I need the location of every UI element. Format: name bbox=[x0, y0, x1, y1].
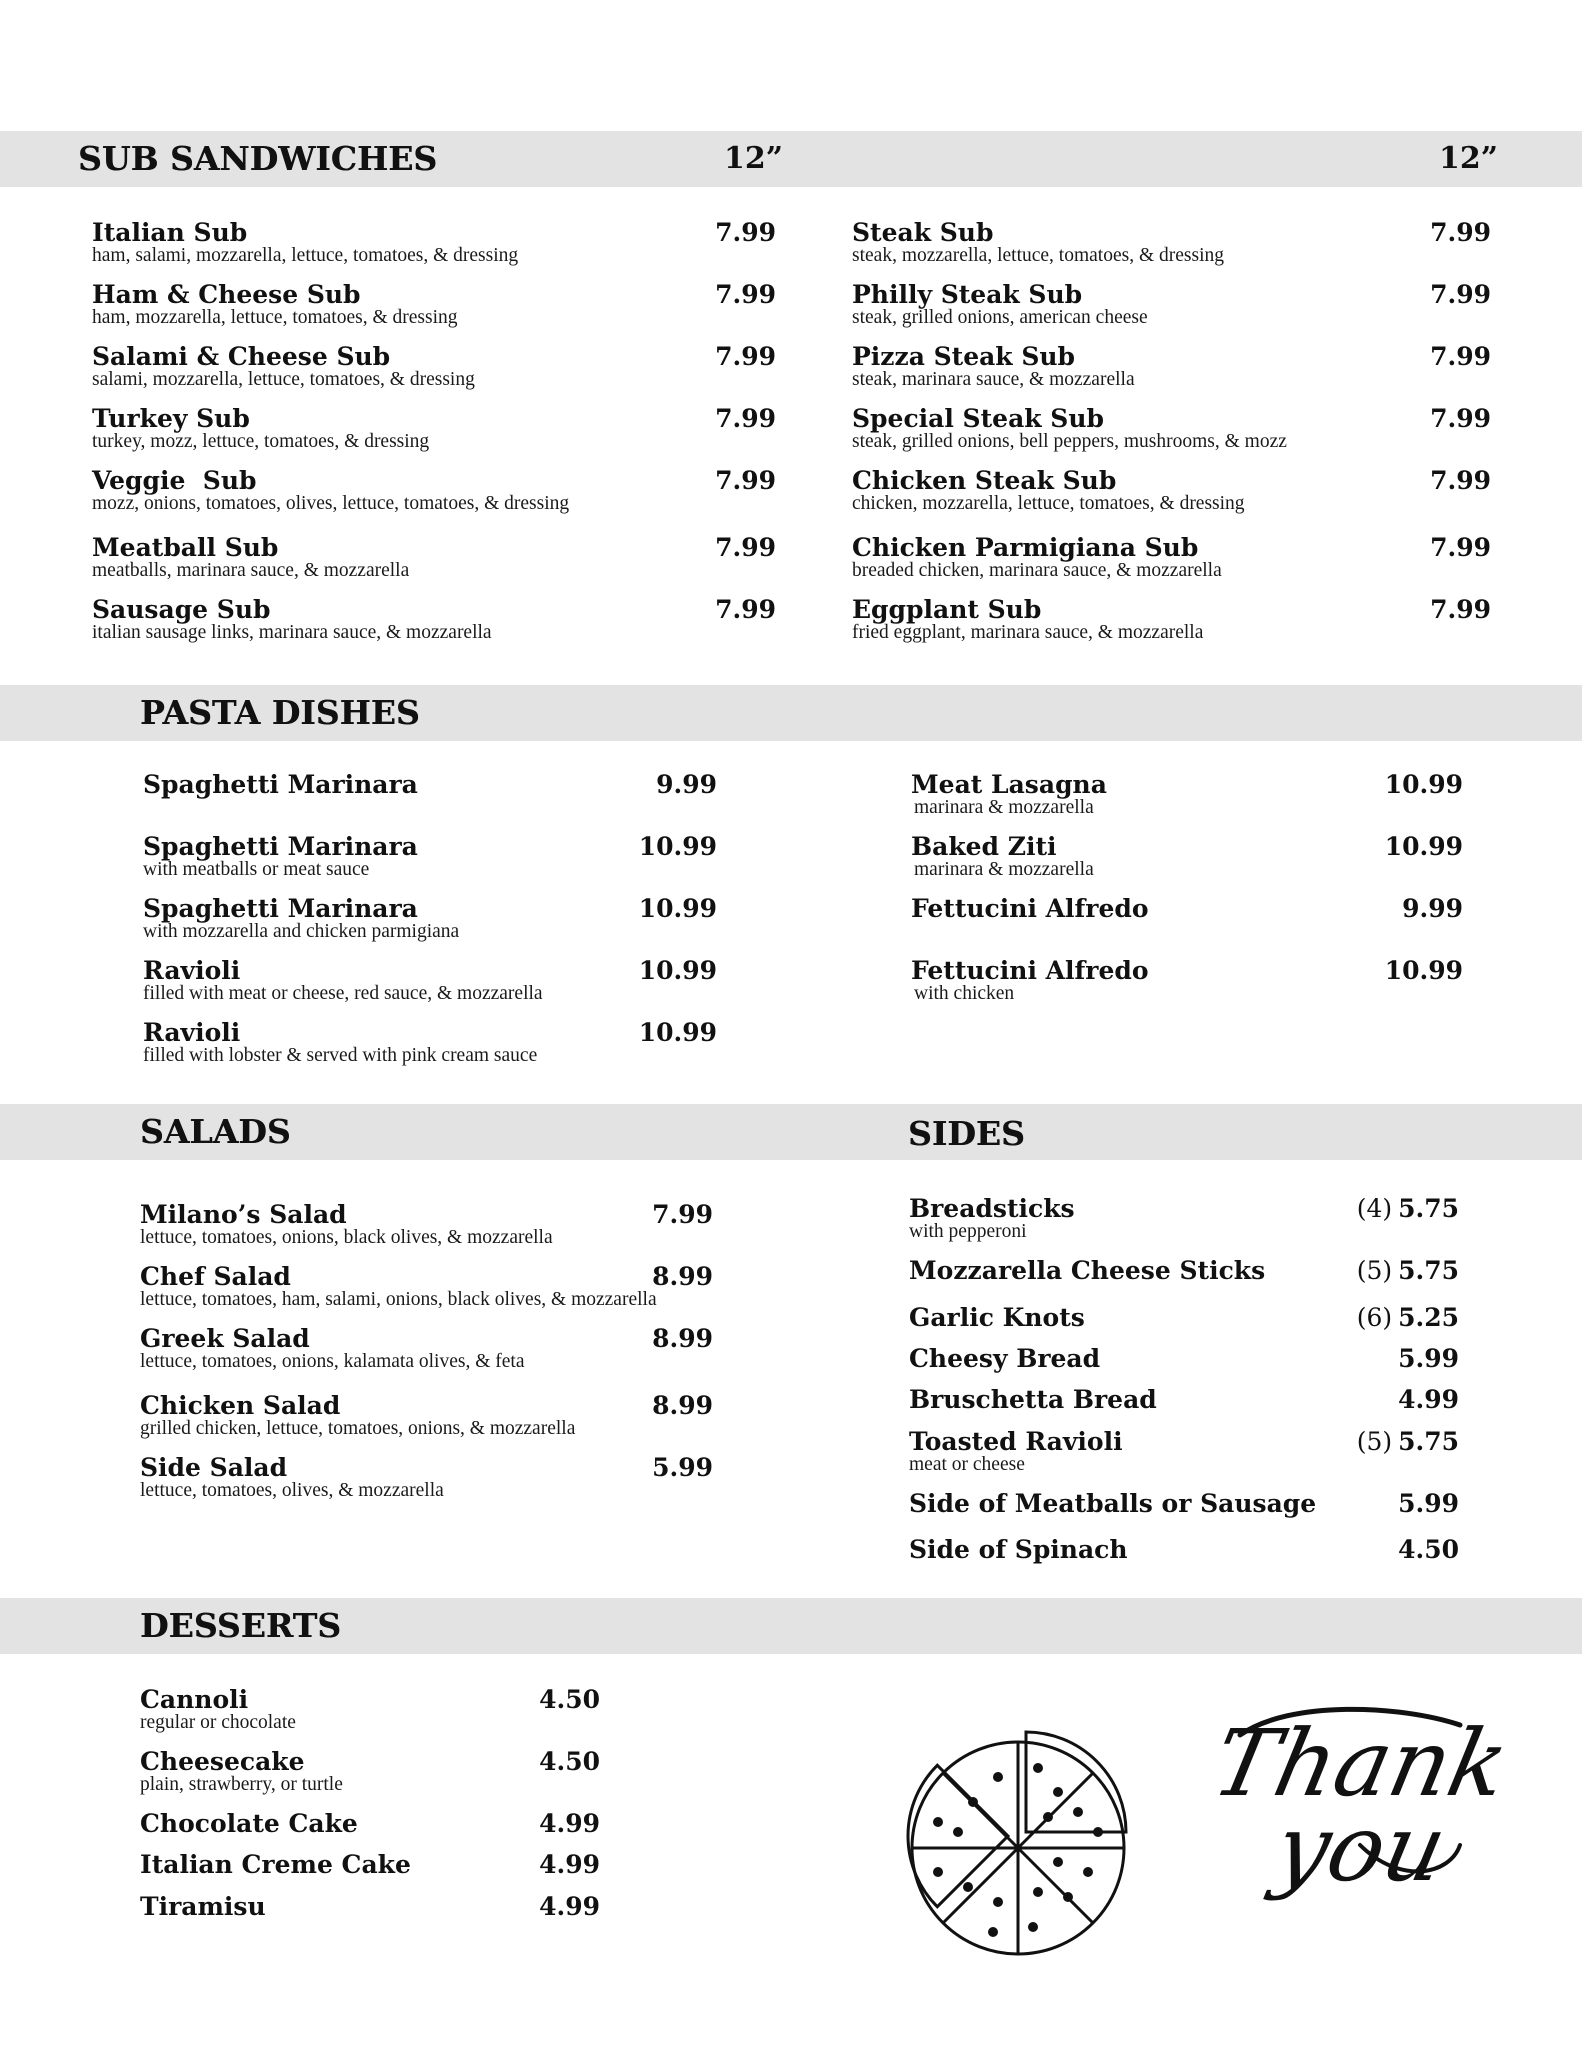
item-price: (5) 5.75 bbox=[1356, 1256, 1459, 1285]
menu-item: Toasted Ravioli meat or cheese (5) 5.75 bbox=[909, 1427, 1459, 1475]
menu-item: Meatball Sub meatballs, marinara sauce, & mozzarella 7.99 bbox=[92, 533, 776, 581]
menu-item: Side Salad lettuce, tomatoes, olives, & mozzarella 5.99 bbox=[140, 1453, 713, 1501]
menu-item: Special Steak Sub steak, grilled onions, bell peppers, mushrooms, & mozz 7.99 bbox=[852, 404, 1491, 452]
thank-you-lettering bbox=[1200, 1695, 1518, 1915]
menu-item: Cannoli regular or chocolate 4.50 bbox=[140, 1685, 600, 1733]
item-price: 7.99 bbox=[715, 595, 776, 624]
menu-item: Greek Salad lettuce, tomatoes, onions, kalamata olives, & feta 8.99 bbox=[140, 1324, 713, 1372]
item-price: 7.99 bbox=[652, 1200, 713, 1229]
item-price: 7.99 bbox=[1430, 466, 1491, 495]
subs-right-column bbox=[852, 219, 1491, 649]
item-price: 7.99 bbox=[1430, 280, 1491, 309]
item-price: 7.99 bbox=[715, 342, 776, 371]
menu-item: Steak Sub steak, mozzarella, lettuce, tomatoes, & dressing 7.99 bbox=[852, 218, 1491, 266]
item-price: (5) 5.75 bbox=[1356, 1427, 1459, 1456]
item-price: 7.99 bbox=[715, 404, 776, 433]
section-title-sides: SIDES bbox=[908, 1114, 1025, 1153]
item-price: 8.99 bbox=[652, 1324, 713, 1353]
menu-item: Bruschetta Bread 4.99 bbox=[909, 1385, 1459, 1414]
sides-column bbox=[909, 1195, 1459, 1575]
item-price: 9.99 bbox=[656, 770, 717, 799]
item-price: 10.99 bbox=[1384, 832, 1463, 861]
section-title-subs: SUB SANDWICHES bbox=[78, 139, 438, 178]
item-price: 5.99 bbox=[1398, 1344, 1459, 1373]
item-price: 5.99 bbox=[652, 1453, 713, 1482]
item-price: 7.99 bbox=[715, 218, 776, 247]
menu-item: Sausage Sub italian sausage links, marinara sauce, & mozzarella 7.99 bbox=[92, 595, 776, 643]
menu-item: Italian Creme Cake 4.99 bbox=[140, 1850, 600, 1879]
menu-item: Chicken Salad grilled chicken, lettuce, tomatoes, onions, & mozzarella 8.99 bbox=[140, 1391, 713, 1439]
item-price: 7.99 bbox=[1430, 218, 1491, 247]
menu-item: Milano’s Salad lettuce, tomatoes, onions, black olives, & mozzarella 7.99 bbox=[140, 1200, 713, 1248]
item-price: 4.50 bbox=[539, 1685, 600, 1714]
item-price: 10.99 bbox=[1384, 956, 1463, 985]
item-price: (4) 5.75 bbox=[1356, 1194, 1459, 1223]
menu-item: Italian Sub ham, salami, mozzarella, lettuce, tomatoes, & dressing 7.99 bbox=[92, 218, 776, 266]
item-price: 9.99 bbox=[1402, 894, 1463, 923]
item-price: 10.99 bbox=[638, 956, 717, 985]
menu-item: Turkey Sub turkey, mozz, lettuce, tomatoes, & dressing 7.99 bbox=[92, 404, 776, 452]
desserts-column bbox=[140, 1686, 600, 1926]
item-price: 7.99 bbox=[1430, 404, 1491, 433]
salads-column bbox=[140, 1201, 713, 1511]
item-price: 4.99 bbox=[539, 1850, 600, 1879]
item-price: 7.99 bbox=[1430, 595, 1491, 624]
menu-item: Chocolate Cake 4.99 bbox=[140, 1809, 600, 1838]
menu-item: Meat Lasagna marinara & mozzarella 10.99 bbox=[911, 770, 1463, 818]
pizza-icon bbox=[898, 1722, 1138, 1962]
menu-item: Pizza Steak Sub steak, marinara sauce, & mozzarella 7.99 bbox=[852, 342, 1491, 390]
item-price: 10.99 bbox=[638, 832, 717, 861]
item-price: 8.99 bbox=[652, 1262, 713, 1291]
menu-item: Side of Spinach 4.50 bbox=[909, 1535, 1459, 1564]
item-price: (6) 5.25 bbox=[1356, 1303, 1459, 1332]
menu-item: Chef Salad lettuce, tomatoes, ham, salami, onions, black olives, & mozzarella 8.99 bbox=[140, 1262, 713, 1310]
menu-item: Fettucini Alfredo with chicken 10.99 bbox=[911, 956, 1463, 1004]
item-price: 8.99 bbox=[652, 1391, 713, 1420]
item-price: 4.99 bbox=[539, 1892, 600, 1921]
section-title-pasta: PASTA DISHES bbox=[140, 693, 420, 732]
thank-you-text: Thankyou bbox=[1204, 1709, 1518, 1902]
menu-item: Side of Meatballs or Sausage 5.99 bbox=[909, 1489, 1459, 1518]
menu-item: Spaghetti Marinara with meatballs or meat sauce 10.99 bbox=[143, 832, 717, 880]
menu-item: Chicken Steak Sub chicken, mozzarella, lettuce, tomatoes, & dressing 7.99 bbox=[852, 466, 1491, 514]
menu-item: Cheesecake plain, strawberry, or turtle 4.50 bbox=[140, 1747, 600, 1795]
item-price: 7.99 bbox=[1430, 342, 1491, 371]
section-title-salads: SALADS bbox=[140, 1112, 291, 1151]
menu-item: Ravioli filled with meat or cheese, red sauce, & mozzarella 10.99 bbox=[143, 956, 717, 1004]
item-price: 4.50 bbox=[1398, 1535, 1459, 1564]
menu-item: Philly Steak Sub steak, grilled onions, american cheese 7.99 bbox=[852, 280, 1491, 328]
menu-item: Fettucini Alfredo 9.99 bbox=[911, 894, 1463, 923]
pasta-right-column bbox=[911, 771, 1463, 1031]
size-label-right: 12” bbox=[1439, 141, 1499, 176]
section-title-desserts: DESSERTS bbox=[140, 1606, 342, 1645]
subs-left-column bbox=[92, 219, 776, 649]
item-price: 5.99 bbox=[1398, 1489, 1459, 1518]
item-price: 4.50 bbox=[539, 1747, 600, 1776]
item-price: 4.99 bbox=[1398, 1385, 1459, 1414]
menu-item: Salami & Cheese Sub salami, mozzarella, lettuce, tomatoes, & dressing 7.99 bbox=[92, 342, 776, 390]
item-price: 10.99 bbox=[638, 1018, 717, 1047]
item-price: 10.99 bbox=[1384, 770, 1463, 799]
menu-item: Baked Ziti marinara & mozzarella 10.99 bbox=[911, 832, 1463, 880]
item-price: 4.99 bbox=[539, 1809, 600, 1838]
menu-item: Ham & Cheese Sub ham, mozzarella, lettuce, tomatoes, & dressing 7.99 bbox=[92, 280, 776, 328]
menu-item: Ravioli filled with lobster & served with pink cream sauce 10.99 bbox=[143, 1018, 717, 1066]
menu-item: Tiramisu 4.99 bbox=[140, 1892, 600, 1921]
item-price: 7.99 bbox=[1430, 533, 1491, 562]
menu-item: Veggie Sub mozz, onions, tomatoes, olives, lettuce, tomatoes, & dressing 7.99 bbox=[92, 466, 776, 514]
menu-item: Eggplant Sub fried eggplant, marinara sauce, & mozzarella 7.99 bbox=[852, 595, 1491, 643]
menu-item: Chicken Parmigiana Sub breaded chicken, marinara sauce, & mozzarella 7.99 bbox=[852, 533, 1491, 581]
size-label-left: 12” bbox=[724, 141, 784, 176]
menu-item: Cheesy Bread 5.99 bbox=[909, 1344, 1459, 1373]
menu-item: Spaghetti Marinara 9.99 bbox=[143, 770, 717, 799]
pasta-left-column bbox=[143, 771, 717, 1071]
item-price: 7.99 bbox=[715, 533, 776, 562]
item-price: 7.99 bbox=[715, 466, 776, 495]
menu-item: Spaghetti Marinara with mozzarella and chicken parmigiana 10.99 bbox=[143, 894, 717, 942]
menu-item: Garlic Knots (6) 5.25 bbox=[909, 1303, 1459, 1332]
item-price: 7.99 bbox=[715, 280, 776, 309]
menu-item: Breadsticks with pepperoni (4) 5.75 bbox=[909, 1194, 1459, 1242]
menu-item: Mozzarella Cheese Sticks (5) 5.75 bbox=[909, 1256, 1459, 1285]
item-price: 10.99 bbox=[638, 894, 717, 923]
